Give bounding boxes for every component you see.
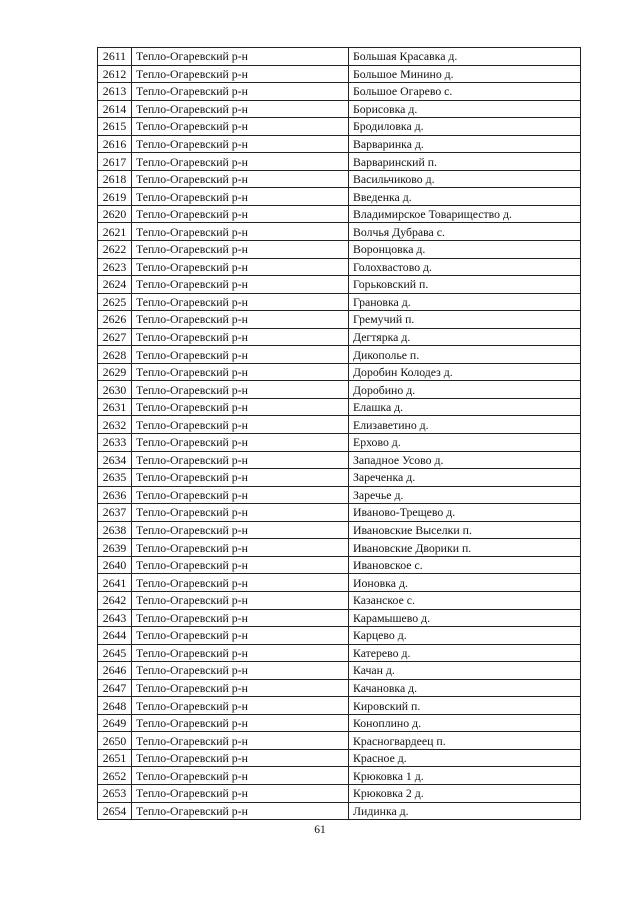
table-row (98, 346, 581, 364)
district-cell: Тепло-Огаревский р-н (132, 241, 349, 259)
district-cell: Тепло-Огаревский р-н (132, 574, 349, 592)
district-cell: Тепло-Огаревский р-н (132, 767, 349, 785)
settlement-cell: Ивановское с. (349, 556, 581, 574)
row-number-cell: 2616 (98, 135, 132, 153)
row-number-cell: 2637 (98, 504, 132, 522)
settlement-cell: Красное д. (349, 749, 581, 767)
settlement-cell: Красногвардеец п. (349, 732, 581, 750)
row-number-cell: 2624 (98, 276, 132, 294)
district-cell: Тепло-Огаревский р-н (132, 539, 349, 557)
settlement-cell: Елизаветино д. (349, 416, 581, 434)
district-cell: Тепло-Огаревский р-н (132, 258, 349, 276)
table-row (98, 697, 581, 715)
row-number-cell: 2631 (98, 398, 132, 416)
row-number-cell: 2620 (98, 205, 132, 223)
table-row (98, 118, 581, 136)
district-cell: Тепло-Огаревский р-н (132, 697, 349, 715)
settlements-table-body (98, 48, 581, 820)
row-number-cell: 2654 (98, 802, 132, 820)
settlement-cell: Большое Минино д. (349, 65, 581, 83)
table-row (98, 416, 581, 434)
district-cell: Тепло-Огаревский р-н (132, 398, 349, 416)
row-number-cell: 2640 (98, 556, 132, 574)
district-cell: Тепло-Огаревский р-н (132, 416, 349, 434)
district-cell: Тепло-Огаревский р-н (132, 644, 349, 662)
table-row (98, 749, 581, 767)
district-cell: Тепло-Огаревский р-н (132, 65, 349, 83)
district-cell: Тепло-Огаревский р-н (132, 170, 349, 188)
row-number-cell: 2615 (98, 118, 132, 136)
row-number-cell: 2629 (98, 363, 132, 381)
settlement-cell: Введенка д. (349, 188, 581, 206)
row-number-cell: 2626 (98, 311, 132, 329)
district-cell: Тепло-Огаревский р-н (132, 205, 349, 223)
district-cell: Тепло-Огаревский р-н (132, 749, 349, 767)
district-cell: Тепло-Огаревский р-н (132, 311, 349, 329)
table-row (98, 65, 581, 83)
settlement-cell: Иваново-Трещево д. (349, 504, 581, 522)
table-row (98, 644, 581, 662)
settlement-cell: Качан д. (349, 662, 581, 680)
row-number-cell: 2653 (98, 784, 132, 802)
row-number-cell: 2652 (98, 767, 132, 785)
row-number-cell: 2638 (98, 521, 132, 539)
row-number-cell: 2622 (98, 241, 132, 259)
settlement-cell: Зареченка д. (349, 469, 581, 487)
settlement-cell: Казанское с. (349, 591, 581, 609)
settlement-cell: Крюковка 1 д. (349, 767, 581, 785)
row-number-cell: 2627 (98, 328, 132, 346)
row-number-cell: 2614 (98, 100, 132, 118)
settlement-cell: Варваринский п. (349, 153, 581, 171)
district-cell: Тепло-Огаревский р-н (132, 556, 349, 574)
settlement-cell: Карцево д. (349, 627, 581, 645)
table-row (98, 802, 581, 820)
row-number-cell: 2612 (98, 65, 132, 83)
table-row (98, 100, 581, 118)
settlement-cell: Владимирское Товарищество д. (349, 205, 581, 223)
row-number-cell: 2634 (98, 451, 132, 469)
district-cell: Тепло-Огаревский р-н (132, 83, 349, 101)
district-cell: Тепло-Огаревский р-н (132, 732, 349, 750)
district-cell: Тепло-Огаревский р-н (132, 48, 349, 66)
table-row (98, 784, 581, 802)
row-number-cell: 2628 (98, 346, 132, 364)
district-cell: Тепло-Огаревский р-н (132, 486, 349, 504)
settlement-cell: Коноплино д. (349, 714, 581, 732)
district-cell: Тепло-Огаревский р-н (132, 346, 349, 364)
settlement-cell: Ерхово д. (349, 434, 581, 452)
district-cell: Тепло-Огаревский р-н (132, 118, 349, 136)
row-number-cell: 2646 (98, 662, 132, 680)
row-number-cell: 2630 (98, 381, 132, 399)
settlement-cell: Доробин Колодез д. (349, 363, 581, 381)
table-row (98, 258, 581, 276)
settlement-cell: Грановка д. (349, 293, 581, 311)
table-row (98, 135, 581, 153)
settlement-cell: Ивановские Дворики п. (349, 539, 581, 557)
table-row (98, 662, 581, 680)
settlement-cell: Западное Усово д. (349, 451, 581, 469)
table-row (98, 381, 581, 399)
district-cell: Тепло-Огаревский р-н (132, 363, 349, 381)
table-row (98, 539, 581, 557)
settlement-cell: Гремучий п. (349, 311, 581, 329)
district-cell: Тепло-Огаревский р-н (132, 293, 349, 311)
district-cell: Тепло-Огаревский р-н (132, 662, 349, 680)
settlement-cell: Дегтярка д. (349, 328, 581, 346)
settlement-cell: Ионовка д. (349, 574, 581, 592)
district-cell: Тепло-Огаревский р-н (132, 100, 349, 118)
settlement-cell: Горьковский п. (349, 276, 581, 294)
table-row (98, 311, 581, 329)
table-row (98, 504, 581, 522)
row-number-cell: 2623 (98, 258, 132, 276)
district-cell: Тепло-Огаревский р-н (132, 469, 349, 487)
district-cell: Тепло-Огаревский р-н (132, 328, 349, 346)
row-number-cell: 2621 (98, 223, 132, 241)
settlement-cell: Голохвастово д. (349, 258, 581, 276)
table-row (98, 188, 581, 206)
table-row (98, 714, 581, 732)
settlement-cell: Васильчиково д. (349, 170, 581, 188)
table-row (98, 434, 581, 452)
row-number-cell: 2636 (98, 486, 132, 504)
row-number-cell: 2644 (98, 627, 132, 645)
district-cell: Тепло-Огаревский р-н (132, 627, 349, 645)
district-cell: Тепло-Огаревский р-н (132, 223, 349, 241)
district-cell: Тепло-Огаревский р-н (132, 802, 349, 820)
settlement-cell: Лидинка д. (349, 802, 581, 820)
district-cell: Тепло-Огаревский р-н (132, 188, 349, 206)
settlement-cell: Большое Огарево с. (349, 83, 581, 101)
row-number-cell: 2618 (98, 170, 132, 188)
row-number-cell: 2643 (98, 609, 132, 627)
table-row (98, 627, 581, 645)
row-number-cell: 2611 (98, 48, 132, 66)
district-cell: Тепло-Огаревский р-н (132, 451, 349, 469)
district-cell: Тепло-Огаревский р-н (132, 784, 349, 802)
settlement-cell: Варваринка д. (349, 135, 581, 153)
settlement-cell: Крюковка 2 д. (349, 784, 581, 802)
table-row (98, 276, 581, 294)
row-number-cell: 2645 (98, 644, 132, 662)
table-row (98, 153, 581, 171)
row-number-cell: 2613 (98, 83, 132, 101)
table-row (98, 363, 581, 381)
district-cell: Тепло-Огаревский р-н (132, 276, 349, 294)
table-row (98, 83, 581, 101)
settlement-cell: Елашка д. (349, 398, 581, 416)
table-row (98, 556, 581, 574)
table-row (98, 732, 581, 750)
row-number-cell: 2650 (98, 732, 132, 750)
settlement-cell: Воронцовка д. (349, 241, 581, 259)
table-row (98, 521, 581, 539)
row-number-cell: 2633 (98, 434, 132, 452)
row-number-cell: 2635 (98, 469, 132, 487)
table-row (98, 170, 581, 188)
row-number-cell: 2625 (98, 293, 132, 311)
row-number-cell: 2651 (98, 749, 132, 767)
table-row (98, 767, 581, 785)
table-row (98, 679, 581, 697)
district-cell: Тепло-Огаревский р-н (132, 434, 349, 452)
row-number-cell: 2639 (98, 539, 132, 557)
table-row (98, 328, 581, 346)
row-number-cell: 2648 (98, 697, 132, 715)
table-row (98, 205, 581, 223)
table-row (98, 293, 581, 311)
settlement-cell: Кировский п. (349, 697, 581, 715)
district-cell: Тепло-Огаревский р-н (132, 714, 349, 732)
settlement-cell: Бродиловка д. (349, 118, 581, 136)
table-row (98, 48, 581, 66)
district-cell: Тепло-Огаревский р-н (132, 504, 349, 522)
table-row (98, 609, 581, 627)
settlements-table (97, 47, 581, 820)
table-row (98, 486, 581, 504)
row-number-cell: 2632 (98, 416, 132, 434)
district-cell: Тепло-Огаревский р-н (132, 135, 349, 153)
settlement-cell: Катерево д. (349, 644, 581, 662)
row-number-cell: 2619 (98, 188, 132, 206)
settlement-cell: Волчья Дубрава с. (349, 223, 581, 241)
row-number-cell: 2647 (98, 679, 132, 697)
row-number-cell: 2617 (98, 153, 132, 171)
table-row (98, 241, 581, 259)
district-cell: Тепло-Огаревский р-н (132, 381, 349, 399)
settlement-cell: Дикополье п. (349, 346, 581, 364)
row-number-cell: 2641 (98, 574, 132, 592)
table-row (98, 469, 581, 487)
district-cell: Тепло-Огаревский р-н (132, 679, 349, 697)
settlement-cell: Доробино д. (349, 381, 581, 399)
settlement-cell: Борисовка д. (349, 100, 581, 118)
district-cell: Тепло-Огаревский р-н (132, 591, 349, 609)
settlement-cell: Ивановские Выселки п. (349, 521, 581, 539)
row-number-cell: 2649 (98, 714, 132, 732)
district-cell: Тепло-Огаревский р-н (132, 153, 349, 171)
table-row (98, 223, 581, 241)
table-row (98, 398, 581, 416)
district-cell: Тепло-Огаревский р-н (132, 521, 349, 539)
table-row (98, 591, 581, 609)
settlement-cell: Большая Красавка д. (349, 48, 581, 66)
district-cell: Тепло-Огаревский р-н (132, 609, 349, 627)
table-row (98, 451, 581, 469)
page-number: 61 (314, 824, 326, 836)
row-number-cell: 2642 (98, 591, 132, 609)
settlement-cell: Качановка д. (349, 679, 581, 697)
settlement-cell: Карамышево д. (349, 609, 581, 627)
settlement-cell: Заречье д. (349, 486, 581, 504)
table-row (98, 574, 581, 592)
